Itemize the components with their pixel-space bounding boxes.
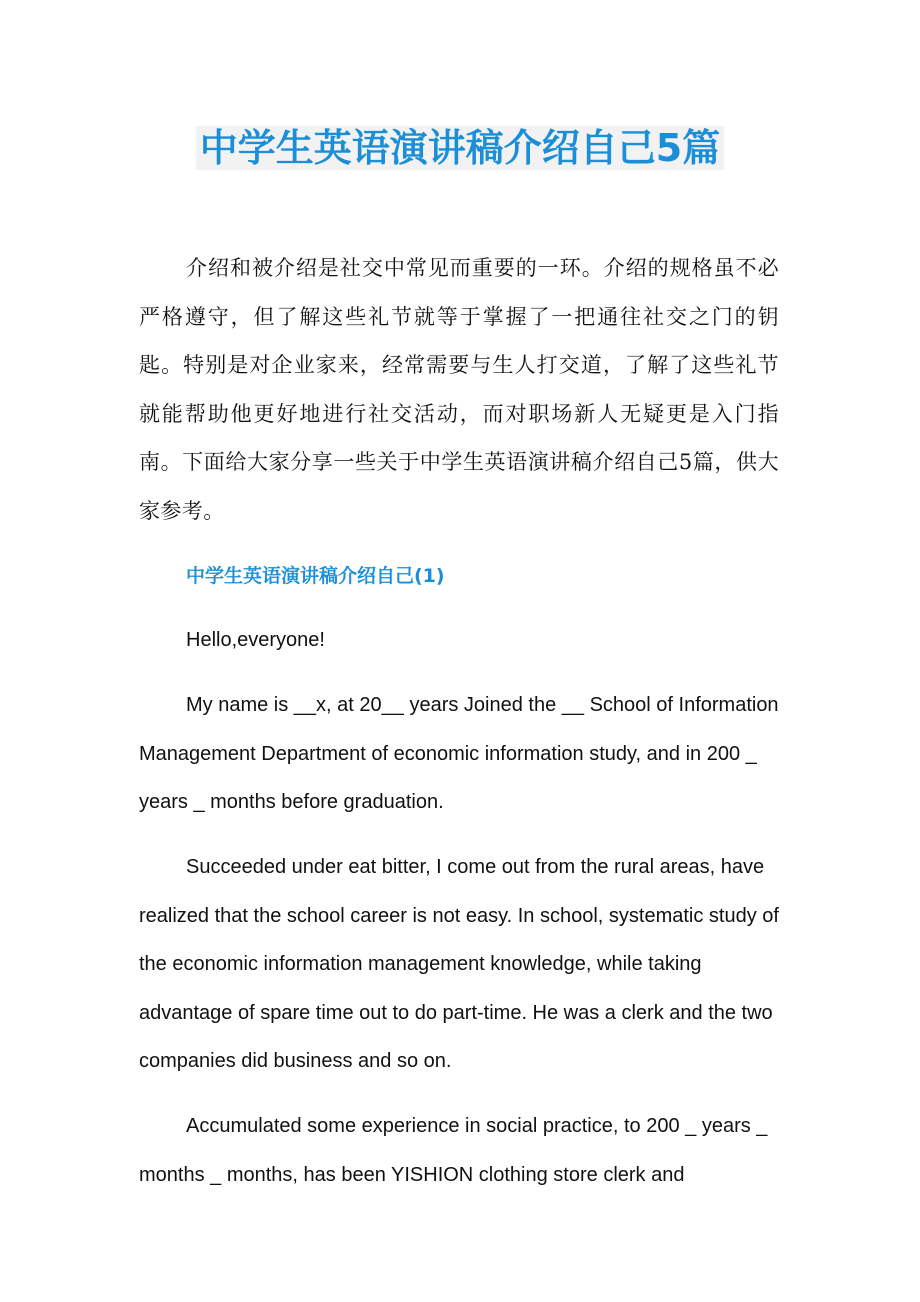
greeting-paragraph: Hello,everyone! bbox=[186, 629, 325, 651]
intro-paragraph: 介绍和被介绍是社交中常见而重要的一环。介绍的规格虽不必严格遵守，但了解这些礼节就等于掌握了一把通往社交之门的钥匙。特别是对企业家来，经常需要与生人打交道，了解了这些礼节就能帮助他更好地进行社交活动，而对职场新人无疑更是入门指南。下面给大家分享一些关于中学生英语演讲稿介绍自己5篇，供大家参考。 bbox=[139, 256, 779, 523]
experience-paragraph: Succeeded under eat bitter, I come out from the rural areas, have realized that the school career is not easy. In school, systematic study of the economic information management knowledge, while taking advantage of spare time out to do part-time. He was a clerk and the two companies did business and so on. bbox=[139, 856, 779, 1072]
document-title-text: 中学生英语演讲稿介绍自己5篇 bbox=[196, 126, 724, 170]
name-paragraph: My name is __x, at 20__ years Joined the __ School of Information Management Department of economic information study, and in 200 _ years _ months before graduation. bbox=[139, 694, 779, 813]
practice-paragraph: Accumulated some experience in social practice, to 200 _ years _ months _ months, has been YISHION clothing store clerk and bbox=[139, 1115, 768, 1186]
document-title bbox=[0, 122, 920, 174]
section-heading: 中学生英语演讲稿介绍自己(1) bbox=[186, 565, 445, 587]
